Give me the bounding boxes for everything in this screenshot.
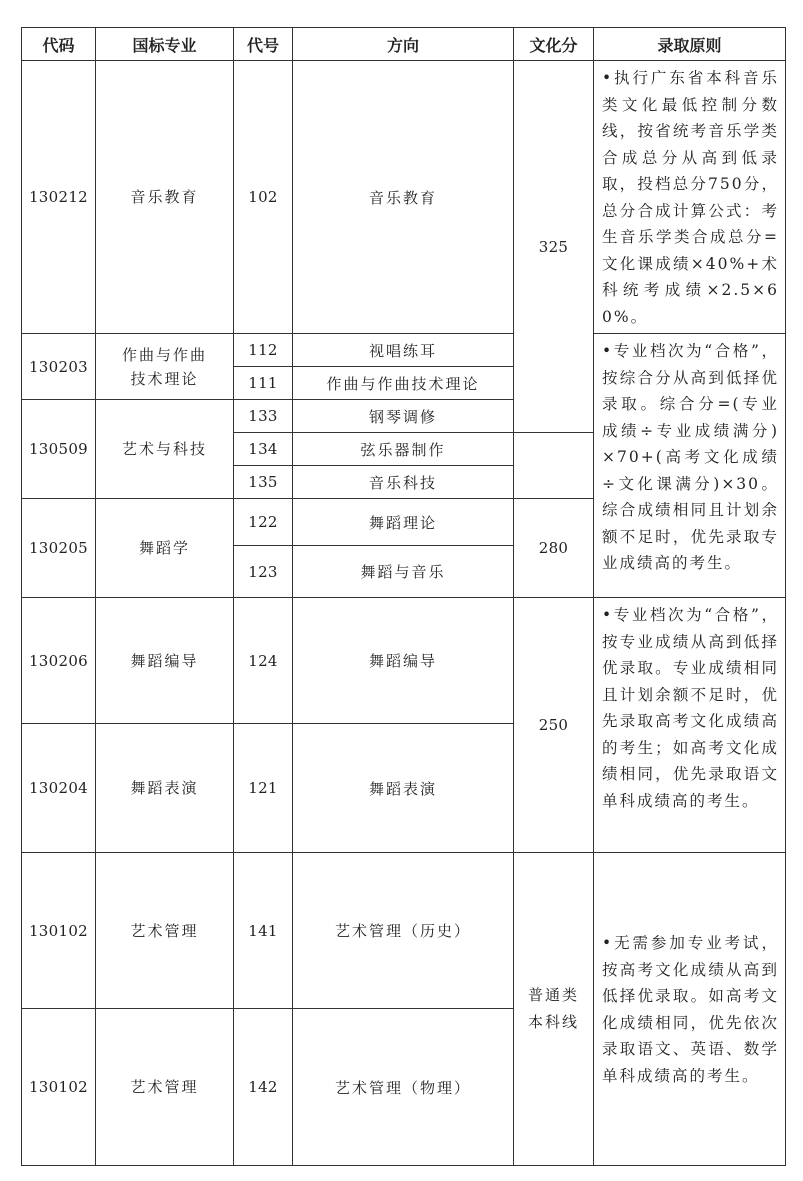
admission-table <box>21 27 786 1166</box>
no-cell: 121 <box>234 724 293 853</box>
direction-cell: 舞蹈理论 <box>293 499 514 546</box>
no-cell: 135 <box>234 466 293 499</box>
header-row <box>22 28 786 61</box>
rule-cell: •专业档次为“合格”，按综合分从高到低择优录取。综合分=(专业成绩÷专业成绩满分)×70+(高考文化成绩÷文化课满分)×30。综合成绩相同且计划余额不足时，优先录取专业成绩高的考生。 <box>594 334 786 598</box>
table-row <box>22 334 786 367</box>
header-code: 代码 <box>22 28 96 61</box>
major-cell: 舞蹈编导 <box>96 598 234 724</box>
direction-cell: 音乐科技 <box>293 466 514 499</box>
header-direction: 方向 <box>293 28 514 61</box>
no-cell: 133 <box>234 400 293 433</box>
header-major: 国标专业 <box>96 28 234 61</box>
code-cell: 130204 <box>22 724 96 853</box>
no-cell: 112 <box>234 334 293 367</box>
score-cell: 250 <box>514 598 594 853</box>
code-cell: 130509 <box>22 400 96 499</box>
major-cell: 作曲与作曲技术理论 <box>96 334 234 400</box>
direction-cell: 弦乐器制作 <box>293 433 514 466</box>
code-cell: 130206 <box>22 598 96 724</box>
direction-cell: 音乐教育 <box>293 61 514 334</box>
major-cell: 舞蹈表演 <box>96 724 234 853</box>
direction-cell: 舞蹈与音乐 <box>293 546 514 598</box>
code-cell: 130102 <box>22 1009 96 1166</box>
no-cell: 122 <box>234 499 293 546</box>
direction-cell: 舞蹈编导 <box>293 598 514 724</box>
no-cell: 123 <box>234 546 293 598</box>
major-cell: 艺术与科技 <box>96 400 234 499</box>
score-cell: 普通类本科线 <box>514 853 594 1166</box>
code-cell: 130212 <box>22 61 96 334</box>
direction-cell: 舞蹈表演 <box>293 724 514 853</box>
direction-cell: 艺术管理（物理） <box>293 1009 514 1166</box>
direction-cell: 作曲与作曲技术理论 <box>293 367 514 400</box>
score-cell: 325 <box>514 61 594 433</box>
header-score: 文化分 <box>514 28 594 61</box>
no-cell: 134 <box>234 433 293 466</box>
major-cell: 舞蹈学 <box>96 499 234 598</box>
major-cell: 艺术管理 <box>96 853 234 1009</box>
no-cell: 102 <box>234 61 293 334</box>
rule-cell: •无需参加专业考试，按高考文化成绩从高到低择优录取。如高考文化成绩相同，优先依次录取语文、英语、数学单科成绩高的考生。 <box>594 853 786 1166</box>
direction-cell: 视唱练耳 <box>293 334 514 367</box>
rule-cell: •专业档次为“合格”，按专业成绩从高到低择优录取。专业成绩相同且计划余额不足时，优先录取高考文化成绩高的考生；如高考文化成绩相同，优先录取语文单科成绩高的考生。 <box>594 598 786 853</box>
code-cell: 130205 <box>22 499 96 598</box>
rule-cell: •执行广东省本科音乐类文化最低控制分数线，按省统考音乐学类合成总分从高到低录取，投档总分750分，总分合成计算公式：考生音乐学类合成总分=文化课成绩×40%+术科统考成绩×2.5×60%。 <box>594 61 786 334</box>
no-cell: 142 <box>234 1009 293 1166</box>
table-row <box>22 598 786 724</box>
table-row <box>22 853 786 1009</box>
code-cell: 130203 <box>22 334 96 400</box>
header-no: 代号 <box>234 28 293 61</box>
table-row <box>22 61 786 334</box>
major-cell: 音乐教育 <box>96 61 234 334</box>
no-cell: 141 <box>234 853 293 1009</box>
no-cell: 124 <box>234 598 293 724</box>
code-cell: 130102 <box>22 853 96 1009</box>
no-cell: 111 <box>234 367 293 400</box>
header-rule: 录取原则 <box>594 28 786 61</box>
direction-cell: 艺术管理（历史） <box>293 853 514 1009</box>
score-cell: 280 <box>514 499 594 598</box>
major-cell: 艺术管理 <box>96 1009 234 1166</box>
direction-cell: 钢琴调修 <box>293 400 514 433</box>
